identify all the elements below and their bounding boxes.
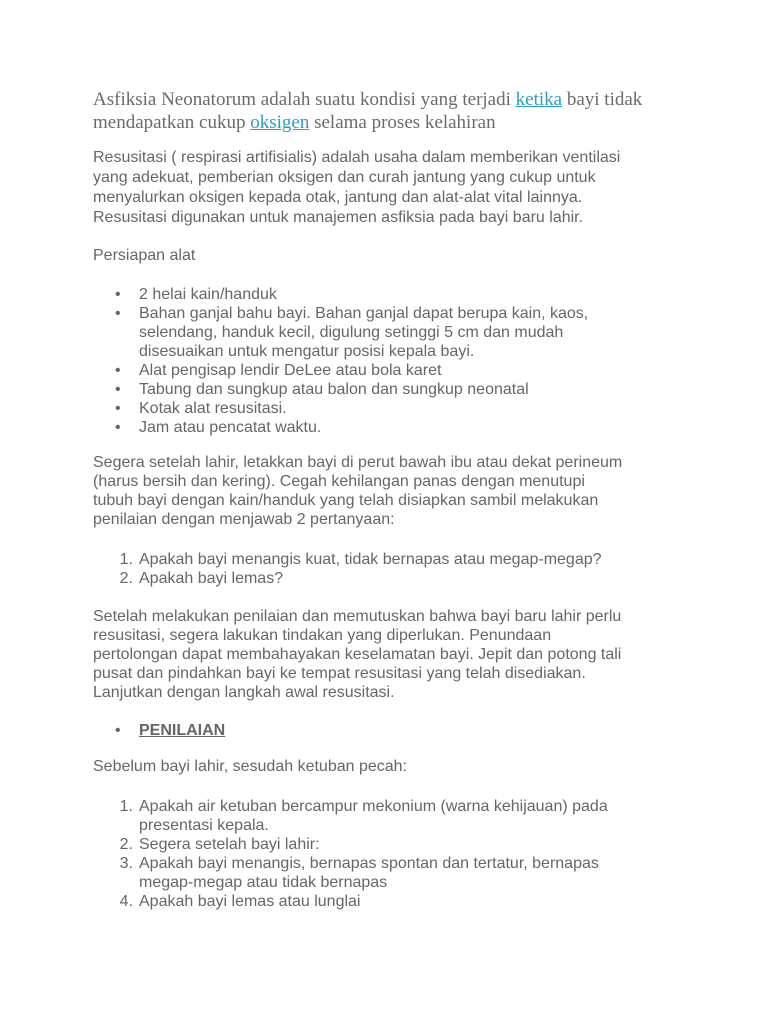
item-number: 1. [119, 798, 133, 815]
paragraph-resusitasi [93, 148, 620, 228]
list-item [93, 418, 588, 437]
numbered-item [93, 550, 602, 569]
list-item-text: Apakah bayi menangis, bernapas spontan dan tertatur, bernapas [139, 855, 599, 872]
paragraph-setelah [93, 607, 621, 702]
text-line: resusitasi, segera lakukan tindakan yang diperlukan. Penundaan [93, 627, 552, 644]
list-item-text: Tabung dan sungkup atau balon dan sungkup neonatal [139, 381, 529, 398]
bullet-icon: • [115, 362, 121, 379]
questions-list [93, 550, 602, 588]
link-oksigen[interactable]: oksigen [250, 112, 310, 133]
item-number: 3. [119, 855, 133, 872]
text-line: Resusitasi digunakan untuk manajemen asfiksia pada bayi baru lahir. [93, 209, 584, 226]
numbered-item [93, 892, 608, 911]
list-item-text: Apakah air ketuban bercampur mekonium (warna kehijauan) pada [139, 798, 608, 815]
bullet-icon: • [115, 381, 121, 398]
intro-text: selama proses kelahiran [309, 112, 496, 133]
penilaian-bullet [93, 721, 768, 740]
numbered-item [93, 797, 608, 835]
text-line: Resusitasi ( respirasi artifisialis) adalah usaha dalam memberikan ventilasi [93, 149, 621, 166]
list-item [93, 399, 588, 418]
bullet-icon: • [115, 305, 121, 322]
list-item [93, 304, 588, 361]
text-line: Lanjutkan dengan langkah awal resusitasi. [93, 684, 395, 701]
list-item-text: presentasi kepala. [139, 817, 269, 834]
persiapan-heading: Persiapan alat [93, 247, 196, 264]
link-ketika[interactable]: ketika [515, 89, 563, 110]
list-item-text: megap-megap atau tidak bernapas [139, 874, 388, 891]
list-item-text: Bahan ganjal bahu bayi. Bahan ganjal dapat berupa kain, kaos, [139, 305, 589, 322]
text-line: Setelah melakukan penilaian dan memutuskan bahwa bayi baru lahir perlu [93, 608, 622, 625]
list-item-text: 2 helai kain/handuk [139, 286, 277, 303]
tools-list [93, 285, 588, 437]
paragraph-segera [93, 453, 622, 529]
list-item-text: disesuaikan untuk mengatur posisi kepala bayi. [139, 343, 475, 360]
list-item-text: selendang, handuk kecil, digulung setinggi 5 cm dan mudah [139, 324, 564, 341]
list-item [93, 361, 588, 380]
list-item [93, 380, 588, 399]
text-line: tubuh bayi dengan kain/handuk yang telah disiapkan sambil melakukan [93, 492, 599, 509]
intro-text: Asfiksia Neonatorum adalah suatu kondisi yang terjadi [93, 89, 516, 110]
bullet-icon: • [115, 400, 121, 417]
list-item-text: Alat pengisap lendir DeLee atau bola karet [139, 362, 442, 379]
text-line: pusat dan pindahkan bayi ke tempat resusitasi yang telah disediakan. [93, 665, 586, 682]
sebelum-text: Sebelum bayi lahir, sesudah ketuban pecah: [93, 758, 407, 775]
list-item-text: Kotak alat resusitasi. [139, 400, 287, 417]
bullet-icon: • [115, 722, 121, 739]
text-line: (harus bersih dan kering). Cegah kehilangan panas dengan menutupi [93, 473, 585, 490]
list-item-text: Segera setelah bayi lahir: [139, 836, 320, 853]
item-number: 2. [119, 570, 133, 587]
bullet-icon: • [115, 419, 121, 436]
text-line: pertolongan dapat membahayakan keselamatan bayi. Jepit dan potong tali [93, 646, 622, 663]
text-line: menyalurkan oksigen kepada otak, jantung dan alat-alat vital lainnya. [93, 189, 583, 206]
text-line: yang adekuat, pemberian oksigen dan curah jantung yang cukup untuk [93, 169, 596, 186]
item-number: 1. [119, 551, 133, 568]
text-line: penilaian dengan menjawab 2 pertanyaan: [93, 511, 395, 528]
assessment-list [93, 797, 608, 911]
bullet-icon: • [115, 286, 121, 303]
list-item-text: Apakah bayi lemas? [139, 570, 284, 587]
penilaian-heading: PENILAIAN [139, 722, 226, 739]
numbered-item [93, 854, 608, 892]
numbered-item [93, 569, 602, 588]
text-line: Segera setelah lahir, letakkan bayi di perut bawah ibu atau dekat perineum [93, 454, 623, 471]
list-item-text: Apakah bayi lemas atau lunglai [139, 893, 361, 910]
list-item-text: Jam atau pencatat waktu. [139, 419, 322, 436]
item-number: 4. [119, 893, 133, 910]
list-item-text: Apakah bayi menangis kuat, tidak bernapas atau megap-megap? [139, 551, 602, 568]
list-item [93, 285, 588, 304]
item-number: 2. [119, 836, 133, 853]
numbered-item [93, 835, 608, 854]
intro-text: bayi tidak [562, 89, 643, 110]
intro-heading [93, 88, 642, 134]
intro-text: mendapatkan cukup [93, 112, 251, 133]
